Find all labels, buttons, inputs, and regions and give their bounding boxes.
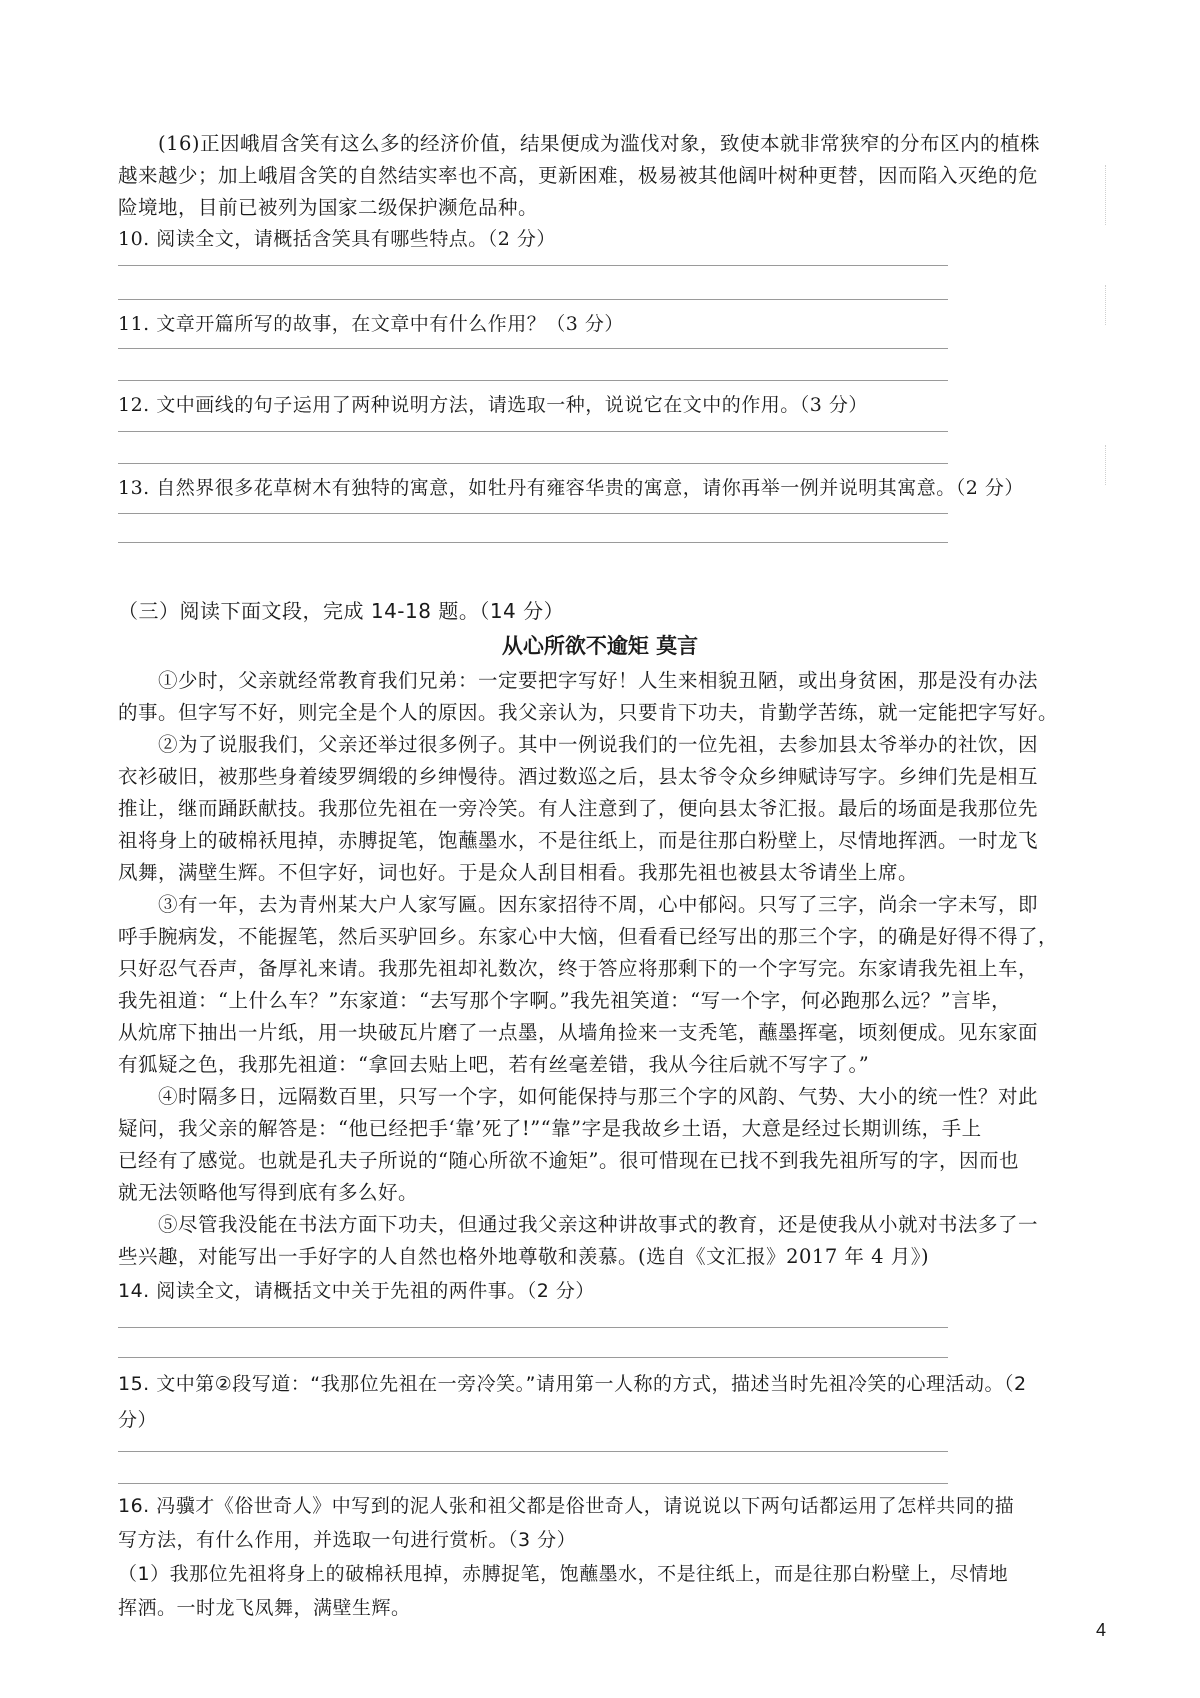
answer-line[interactable] [118,431,948,432]
article-line: 就无法领略他写得到底有多么好。 [118,1181,419,1204]
answer-line[interactable] [118,348,948,349]
question-16-item-1-line-2: 挥洒。一时龙飞凤舞，满壁生辉。 [118,1597,411,1619]
article-line: 祖将身上的破棉袄甩掉，赤膊捉笔，饱蘸墨水，不是往纸上，而是往那白粉壁上，尽情地挥洒。一时龙飞 [118,829,1039,852]
page-number: 4 [1096,1620,1107,1640]
article-title: 从心所欲不逾矩 莫言 [501,634,699,658]
article-line: ④时隔多日，远隔数百里，只写一个字，如何能保持与那三个字的风韵、气势、大小的统一性？对此 [118,1085,1039,1108]
article-line: 我先祖道：“上什么车？”东家道：“去写那个字啊。”我先祖笑道：“写一个字，何必跑那么远？”言毕， [118,989,1012,1012]
article-line: 已经有了感觉。也就是孔夫子所说的“随心所欲不逾矩”。很可惜现在已找不到我先祖所写的字，因而也 [118,1149,1019,1172]
answer-line[interactable] [118,542,948,543]
article-line: 些兴趣，对能写出一手好字的人自然也格外地尊敬和羡慕。(选自《文汇报》2017 年 4 月》) [118,1245,930,1268]
article-line: ①少时，父亲就经常教育我们兄弟：一定要把字写好！人生来相貌丑陋，或出身贫困，那是没有办法 [118,669,1039,692]
article-line: 的事。但字写不好，则完全是个人的原因。我父亲认为，只要肯下功夫，肯勤学苦练，就一定能把字写好。 [118,701,1059,724]
question-12: 12. 文中画线的句子运用了两种说明方法，请选取一种，说说它在文中的作用。（3 分） [118,394,868,416]
answer-line[interactable] [118,1451,948,1452]
question-16-line-1: 16. 冯骥才《俗世奇人》中写到的泥人张和祖父都是俗世奇人，请说说以下两句话都运用了怎样共同的描 [118,1495,1015,1517]
article-line: ②为了说服我们，父亲还举过很多例子。其中一例说我们的一位先祖，去参加县太爷举办的社饮，因 [118,733,1039,756]
question-14: 14. 阅读全文，请概括文中关于先祖的两件事。（2 分） [118,1280,595,1302]
binding-margin-mark [1105,445,1107,485]
article-line: 疑问，我父亲的解答是：“他已经把手‘靠’死了!”“靠”字是我故乡土语，大意是经过长期训练，手上 [118,1117,982,1140]
article-line: ③有一年，去为青州某大户人家写匾。因东家招待不周，心中郁闷。只写了三字，尚余一字未写，即 [118,893,1039,916]
paragraph-16-line-3: 险境地，目前已被列为国家二级保护濒危品种。 [118,196,539,219]
article-line: 凤舞，满壁生辉。不但字好，词也好。于是众人刮目相看。我那先祖也被县太爷请坐上席。 [118,861,919,884]
article-line: 呼手腕病发，不能握笔，然后买驴回乡。东家心中大恼，但看看已经写出的那三个字，的确是好得不得了， [118,925,1059,948]
article-line: 衣衫破旧，被那些身着绫罗绸缎的乡绅慢待。酒过数巡之后，县太爷令众乡绅赋诗写字。乡绅们先是相互 [118,765,1039,788]
answer-line[interactable] [118,380,948,381]
article-line: ⑤尽管我没能在书法方面下功夫，但通过我父亲这种讲故事式的教育，还是使我从小就对书法多了一 [118,1213,1039,1236]
paragraph-16-line-1: (16)正因峨眉含笑有这么多的经济价值，结果便成为滥伐对象，致使本就非常狭窄的分布区内的植株 [118,132,1041,155]
answer-line[interactable] [118,1357,948,1358]
binding-margin-mark [1105,165,1107,225]
article-line: 从炕席下抽出一片纸，用一块破瓦片磨了一点墨，从墙角捡来一支秃笔，蘸墨挥毫，顷刻便成。见东家面 [118,1021,1039,1044]
question-11: 11. 文章开篇所写的故事，在文章中有什么作用？（3 分） [118,313,624,335]
question-16-item-1-line-1: （1）我那位先祖将身上的破棉袄甩掉，赤膊捉笔，饱蘸墨水，不是往纸上，而是往那白粉壁上，尽情地 [118,1563,1009,1585]
question-13: 13. 自然界很多花草树木有独特的寓意，如牡丹有雍容华贵的寓意，请你再举一例并说明其寓意。（2 分） [118,477,1024,499]
section-3-heading: （三）阅读下面文段，完成 14-18 题。（14 分） [118,599,565,623]
answer-line[interactable] [118,299,948,300]
question-15-line-2: 分） [118,1409,158,1431]
answer-line[interactable] [118,1327,948,1328]
binding-margin-mark [1105,285,1107,325]
question-10: 10. 阅读全文，请概括含笑具有哪些特点。（2 分） [118,228,556,250]
answer-line[interactable] [118,513,948,514]
question-16-line-2: 写方法，有什么作用，并选取一句进行赏析。（3 分） [118,1529,577,1551]
article-line: 只好忍气吞声，备厚礼来请。我那先祖却礼数次，终于答应将那剩下的一个字写完。东家请我先祖上车， [118,957,1039,980]
question-15-line-1: 15. 文中第②段写道：“我那位先祖在一旁冷笑。”请用第一人称的方式，描述当时先祖冷笑的心理活动。（2 [118,1373,1027,1395]
article-line: 推让，继而踊跃献技。我那位先祖在一旁冷笑。有人注意到了，便向县太爷汇报。最后的场面是我那位先 [118,797,1039,820]
answer-line[interactable] [118,463,948,464]
answer-line[interactable] [118,265,948,266]
paragraph-16-line-2: 越来越少；加上峨眉含笑的自然结实率也不高，更新困难，极易被其他阔叶树种更替，因而陷入灭绝的危 [118,164,1039,187]
article-line: 有狐疑之色，我那先祖道：“拿回去贴上吧，若有丝毫差错，我从今往后就不写字了。” [118,1053,870,1076]
answer-line[interactable] [118,1483,948,1484]
